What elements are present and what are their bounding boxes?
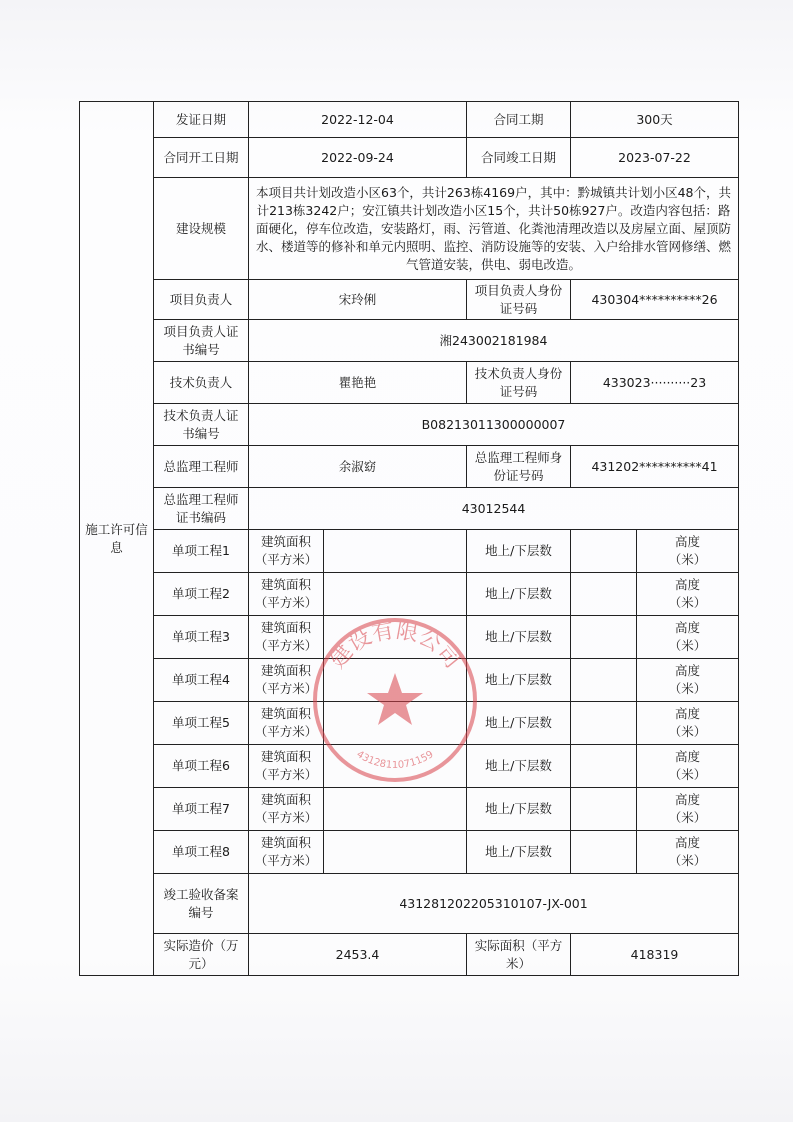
tech-manager-value: 瞿艳艳 bbox=[249, 362, 467, 404]
row-chief-supervisor-cert bbox=[80, 488, 739, 530]
tech-manager-id-label: 技术负责人身份证号码 bbox=[467, 362, 571, 404]
row-scale bbox=[80, 178, 739, 280]
row-tech-manager-cert bbox=[80, 404, 739, 446]
actual-cost-label: 实际造价（万元） bbox=[154, 934, 249, 976]
acceptance-label: 竣工验收备案编号 bbox=[154, 874, 249, 934]
height-header: 高度 （米） bbox=[637, 616, 739, 659]
floors-value bbox=[571, 573, 637, 616]
height-header: 高度 （米） bbox=[637, 573, 739, 616]
acceptance-value: 431281202205310107-JX-001 bbox=[249, 874, 739, 934]
sub-project-label: 单项工程7 bbox=[154, 788, 249, 831]
area-value bbox=[324, 788, 467, 831]
area-value bbox=[324, 573, 467, 616]
floors-header: 地上/下层数 bbox=[467, 659, 571, 702]
area-value bbox=[324, 530, 467, 573]
area-header: 建筑面积 （平方米） bbox=[249, 788, 324, 831]
actual-area-label: 实际面积（平方米） bbox=[467, 934, 571, 976]
floors-header: 地上/下层数 bbox=[467, 702, 571, 745]
project-manager-value: 宋玲俐 bbox=[249, 280, 467, 320]
area-value bbox=[324, 616, 467, 659]
height-header: 高度 （米） bbox=[637, 659, 739, 702]
row-sub-project-8 bbox=[80, 831, 739, 874]
area-header: 建筑面积 （平方米） bbox=[249, 573, 324, 616]
project-manager-id-value: 430304**********26 bbox=[571, 280, 739, 320]
area-header: 建筑面积 （平方米） bbox=[249, 530, 324, 573]
row-contract-dates bbox=[80, 138, 739, 178]
chief-supervisor-id-label: 总监理工程师身份证号码 bbox=[467, 446, 571, 488]
floors-value bbox=[571, 788, 637, 831]
tech-manager-id-value: 433023··········23 bbox=[571, 362, 739, 404]
area-header: 建筑面积 （平方米） bbox=[249, 831, 324, 874]
floors-header: 地上/下层数 bbox=[467, 831, 571, 874]
height-header: 高度 （米） bbox=[637, 831, 739, 874]
area-header: 建筑面积 （平方米） bbox=[249, 702, 324, 745]
floors-header: 地上/下层数 bbox=[467, 573, 571, 616]
floors-header: 地上/下层数 bbox=[467, 745, 571, 788]
contract-start-value: 2022-09-24 bbox=[249, 138, 467, 178]
sub-project-label: 单项工程3 bbox=[154, 616, 249, 659]
height-header: 高度 （米） bbox=[637, 788, 739, 831]
contract-end-label: 合同竣工日期 bbox=[467, 138, 571, 178]
sub-project-label: 单项工程8 bbox=[154, 831, 249, 874]
floors-value bbox=[571, 745, 637, 788]
chief-supervisor-cert-label: 总监理工程师证书编码 bbox=[154, 488, 249, 530]
sub-project-label: 单项工程6 bbox=[154, 745, 249, 788]
chief-supervisor-id-value: 431202**********41 bbox=[571, 446, 739, 488]
tech-manager-cert-value: B08213011300000007 bbox=[249, 404, 739, 446]
chief-supervisor-value: 余淑窈 bbox=[249, 446, 467, 488]
project-manager-id-label: 项目负责人身份证号码 bbox=[467, 280, 571, 320]
area-value bbox=[324, 745, 467, 788]
scale-label: 建设规模 bbox=[154, 178, 249, 280]
area-value bbox=[324, 659, 467, 702]
floors-value bbox=[571, 616, 637, 659]
sub-project-label: 单项工程1 bbox=[154, 530, 249, 573]
seal-text: 建设有限公司 bbox=[325, 618, 465, 674]
contract-period-label: 合同工期 bbox=[467, 102, 571, 138]
row-sub-project-4 bbox=[80, 659, 739, 702]
tech-manager-cert-label: 技术负责人证书编号 bbox=[154, 404, 249, 446]
contract-end-value: 2023-07-22 bbox=[571, 138, 739, 178]
row-sub-project-7 bbox=[80, 788, 739, 831]
row-tech-manager bbox=[80, 362, 739, 404]
row-sub-project-2 bbox=[80, 573, 739, 616]
floors-header: 地上/下层数 bbox=[467, 530, 571, 573]
row-sub-project-6 bbox=[80, 745, 739, 788]
sub-project-label: 单项工程4 bbox=[154, 659, 249, 702]
floors-value bbox=[571, 659, 637, 702]
row-project-manager bbox=[80, 280, 739, 320]
issue-date-label: 发证日期 bbox=[154, 102, 249, 138]
floors-value bbox=[571, 530, 637, 573]
section-label: 施工许可信息 bbox=[80, 102, 154, 976]
height-header: 高度 （米） bbox=[637, 745, 739, 788]
actual-cost-value: 2453.4 bbox=[249, 934, 467, 976]
seal-number: 4312811071159 bbox=[354, 749, 436, 771]
area-header: 建筑面积 （平方米） bbox=[249, 659, 324, 702]
floors-value bbox=[571, 702, 637, 745]
row-actual bbox=[80, 934, 739, 976]
construction-permit-table bbox=[79, 101, 739, 976]
tech-manager-label: 技术负责人 bbox=[154, 362, 249, 404]
contract-start-label: 合同开工日期 bbox=[154, 138, 249, 178]
row-sub-project-1 bbox=[80, 530, 739, 573]
area-value bbox=[324, 831, 467, 874]
row-sub-project-3 bbox=[80, 616, 739, 659]
issue-date-value: 2022-12-04 bbox=[249, 102, 467, 138]
row-acceptance bbox=[80, 874, 739, 934]
floors-header: 地上/下层数 bbox=[467, 616, 571, 659]
floors-value bbox=[571, 831, 637, 874]
row-project-manager-cert bbox=[80, 320, 739, 362]
scale-description: 本项目共计划改造小区63个，共计263栋4169户，其中：黔城镇共计划小区48个，共计213栋3242户；安江镇共计划改造小区15个，共计50栋927户。改造内容包括：路面硬化，停车位改造，安装路灯，雨、污管道、化粪池清理改造以及房屋立面、屋顶防水、楼道等的修补和单元内照明、监控、消防设施等的安装、入户给排水管网修缮、燃气管道安装，供电、弱电改造。 bbox=[249, 178, 739, 280]
row-issue-date bbox=[80, 102, 739, 138]
project-manager-label: 项目负责人 bbox=[154, 280, 249, 320]
project-manager-cert-label: 项目负责人证书编号 bbox=[154, 320, 249, 362]
area-header: 建筑面积 （平方米） bbox=[249, 745, 324, 788]
area-header: 建筑面积 （平方米） bbox=[249, 616, 324, 659]
height-header: 高度 （米） bbox=[637, 702, 739, 745]
row-sub-project-5 bbox=[80, 702, 739, 745]
sub-project-label: 单项工程5 bbox=[154, 702, 249, 745]
height-header: 高度 （米） bbox=[637, 530, 739, 573]
row-chief-supervisor bbox=[80, 446, 739, 488]
area-value bbox=[324, 702, 467, 745]
chief-supervisor-label: 总监理工程师 bbox=[154, 446, 249, 488]
chief-supervisor-cert-value: 43012544 bbox=[249, 488, 739, 530]
sub-project-label: 单项工程2 bbox=[154, 573, 249, 616]
floors-header: 地上/下层数 bbox=[467, 788, 571, 831]
contract-period-value: 300天 bbox=[571, 102, 739, 138]
actual-area-value: 418319 bbox=[571, 934, 739, 976]
project-manager-cert-value: 湘243002181984 bbox=[249, 320, 739, 362]
